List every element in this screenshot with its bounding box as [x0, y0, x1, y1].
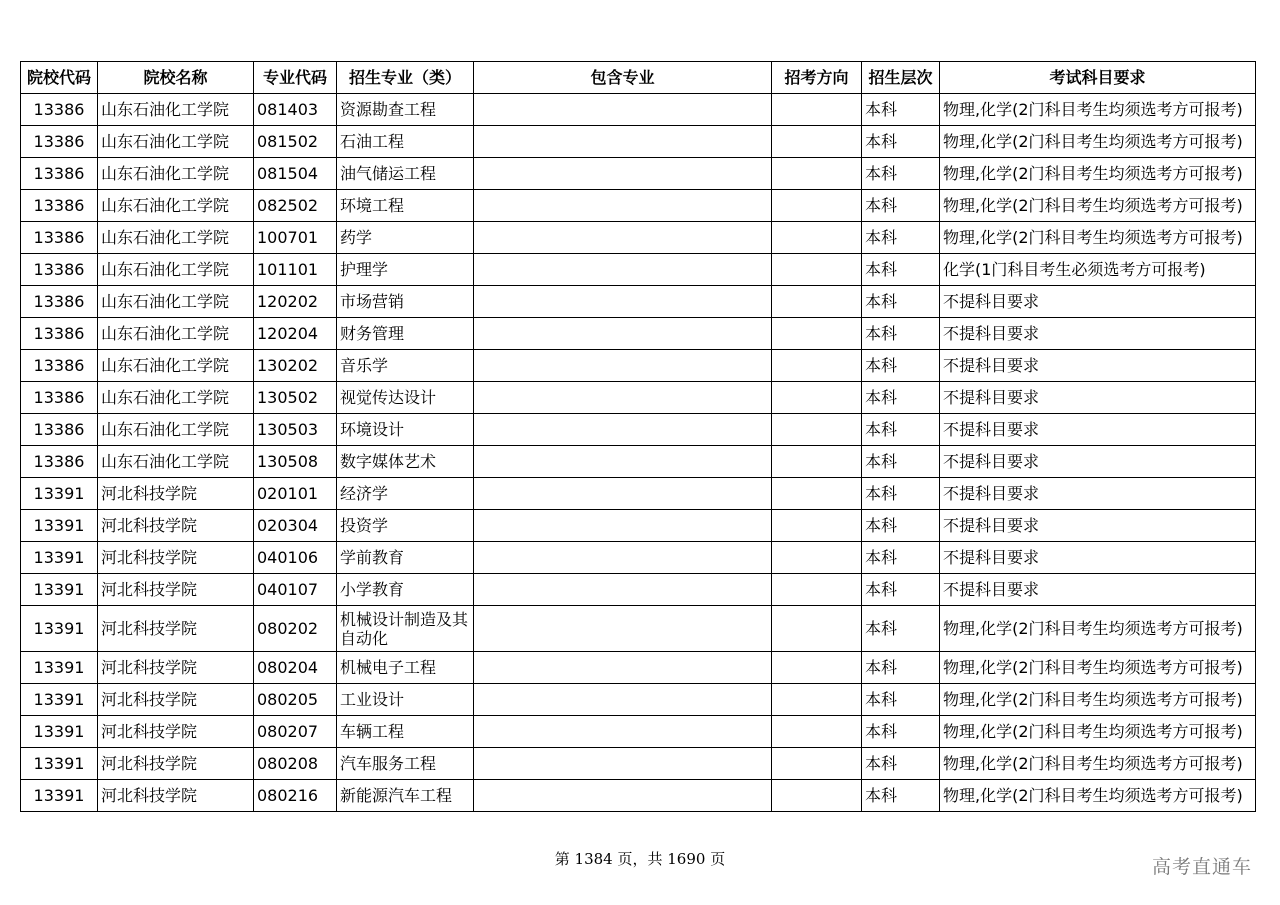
cell-school-name: 山东石油化工学院	[98, 318, 254, 350]
cell-direction	[772, 94, 862, 126]
cell-school-code: 13391	[21, 606, 98, 652]
cell-subject-requirement: 不提科目要求	[940, 350, 1256, 382]
cell-school-name: 河北科技学院	[98, 542, 254, 574]
cell-direction	[772, 222, 862, 254]
cell-major: 市场营销	[337, 286, 474, 318]
cell-direction	[772, 318, 862, 350]
cell-direction	[772, 190, 862, 222]
cell-major-code: 100701	[254, 222, 337, 254]
cell-school-name: 河北科技学院	[98, 574, 254, 606]
header-major-code: 专业代码	[254, 62, 337, 94]
header-direction: 招考方向	[772, 62, 862, 94]
cell-school-name: 河北科技学院	[98, 780, 254, 812]
cell-major: 资源勘查工程	[337, 94, 474, 126]
cell-school-code: 13386	[21, 286, 98, 318]
cell-level: 本科	[862, 716, 940, 748]
cell-major: 机械设计制造及其自动化	[337, 606, 474, 652]
table-row	[21, 286, 1256, 318]
cell-school-name: 河北科技学院	[98, 748, 254, 780]
cell-level: 本科	[862, 350, 940, 382]
cell-school-name: 河北科技学院	[98, 652, 254, 684]
table-row	[21, 222, 1256, 254]
table-row	[21, 652, 1256, 684]
cell-included-majors	[474, 574, 772, 606]
cell-direction	[772, 716, 862, 748]
cell-major: 环境设计	[337, 414, 474, 446]
cell-direction	[772, 158, 862, 190]
cell-school-code: 13386	[21, 254, 98, 286]
cell-direction	[772, 446, 862, 478]
cell-level: 本科	[862, 222, 940, 254]
cell-subject-requirement: 物理,化学(2门科目考生均须选考方可报考)	[940, 716, 1256, 748]
table-row	[21, 446, 1256, 478]
cell-included-majors	[474, 510, 772, 542]
cell-level: 本科	[862, 414, 940, 446]
cell-major: 药学	[337, 222, 474, 254]
cell-school-code: 13386	[21, 350, 98, 382]
cell-subject-requirement: 不提科目要求	[940, 510, 1256, 542]
cell-subject-requirement: 不提科目要求	[940, 446, 1256, 478]
cell-school-code: 13391	[21, 652, 98, 684]
cell-major: 汽车服务工程	[337, 748, 474, 780]
table-row	[21, 748, 1256, 780]
cell-level: 本科	[862, 94, 940, 126]
cell-major: 工业设计	[337, 684, 474, 716]
cell-included-majors	[474, 190, 772, 222]
cell-school-name: 山东石油化工学院	[98, 286, 254, 318]
cell-school-name: 河北科技学院	[98, 716, 254, 748]
cell-major-code: 082502	[254, 190, 337, 222]
table-row	[21, 478, 1256, 510]
cell-direction	[772, 574, 862, 606]
cell-major: 视觉传达设计	[337, 382, 474, 414]
cell-level: 本科	[862, 254, 940, 286]
cell-school-code: 13391	[21, 716, 98, 748]
cell-school-code: 13386	[21, 126, 98, 158]
cell-school-code: 13391	[21, 748, 98, 780]
cell-level: 本科	[862, 318, 940, 350]
cell-subject-requirement: 不提科目要求	[940, 318, 1256, 350]
cell-level: 本科	[862, 158, 940, 190]
cell-included-majors	[474, 350, 772, 382]
cell-major: 经济学	[337, 478, 474, 510]
cell-direction	[772, 254, 862, 286]
cell-level: 本科	[862, 652, 940, 684]
cell-direction	[772, 780, 862, 812]
cell-level: 本科	[862, 574, 940, 606]
cell-subject-requirement: 物理,化学(2门科目考生均须选考方可报考)	[940, 748, 1256, 780]
cell-school-code: 13386	[21, 158, 98, 190]
cell-direction	[772, 350, 862, 382]
cell-school-code: 13386	[21, 414, 98, 446]
header-included-majors: 包含专业	[474, 62, 772, 94]
cell-level: 本科	[862, 478, 940, 510]
cell-school-name: 山东石油化工学院	[98, 158, 254, 190]
cell-level: 本科	[862, 748, 940, 780]
cell-school-name: 山东石油化工学院	[98, 94, 254, 126]
cell-major: 音乐学	[337, 350, 474, 382]
table-row	[21, 780, 1256, 812]
cell-major-code: 130202	[254, 350, 337, 382]
cell-school-name: 山东石油化工学院	[98, 446, 254, 478]
cell-level: 本科	[862, 190, 940, 222]
cell-school-name: 山东石油化工学院	[98, 254, 254, 286]
cell-subject-requirement: 不提科目要求	[940, 542, 1256, 574]
cell-level: 本科	[862, 684, 940, 716]
cell-subject-requirement: 物理,化学(2门科目考生均须选考方可报考)	[940, 684, 1256, 716]
cell-direction	[772, 286, 862, 318]
cell-subject-requirement: 不提科目要求	[940, 574, 1256, 606]
cell-level: 本科	[862, 606, 940, 652]
cell-included-majors	[474, 652, 772, 684]
header-level: 招生层次	[862, 62, 940, 94]
cell-major: 学前教育	[337, 542, 474, 574]
cell-subject-requirement: 不提科目要求	[940, 382, 1256, 414]
table-row	[21, 254, 1256, 286]
cell-major: 车辆工程	[337, 716, 474, 748]
table-header-row	[21, 62, 1256, 94]
cell-major-code: 080205	[254, 684, 337, 716]
cell-included-majors	[474, 318, 772, 350]
cell-major-code: 080208	[254, 748, 337, 780]
table-row	[21, 606, 1256, 652]
cell-school-code: 13391	[21, 510, 98, 542]
table-row	[21, 510, 1256, 542]
cell-major-code: 130508	[254, 446, 337, 478]
cell-direction	[772, 684, 862, 716]
cell-subject-requirement: 物理,化学(2门科目考生均须选考方可报考)	[940, 652, 1256, 684]
cell-major: 护理学	[337, 254, 474, 286]
header-school-name: 院校名称	[98, 62, 254, 94]
cell-school-name: 河北科技学院	[98, 606, 254, 652]
cell-included-majors	[474, 780, 772, 812]
table-row	[21, 190, 1256, 222]
cell-school-name: 山东石油化工学院	[98, 382, 254, 414]
cell-school-name: 河北科技学院	[98, 684, 254, 716]
cell-subject-requirement: 物理,化学(2门科目考生均须选考方可报考)	[940, 94, 1256, 126]
header-major: 招生专业（类）	[337, 62, 474, 94]
cell-subject-requirement: 物理,化学(2门科目考生均须选考方可报考)	[940, 606, 1256, 652]
cell-level: 本科	[862, 286, 940, 318]
cell-major-code: 020101	[254, 478, 337, 510]
cell-major-code: 120204	[254, 318, 337, 350]
cell-subject-requirement: 不提科目要求	[940, 286, 1256, 318]
table-row	[21, 542, 1256, 574]
page-number: 第 1384 页，共 1690 页	[554, 850, 726, 868]
cell-school-code: 13386	[21, 94, 98, 126]
cell-direction	[772, 478, 862, 510]
cell-major-code: 080204	[254, 652, 337, 684]
cell-major: 环境工程	[337, 190, 474, 222]
cell-major: 投资学	[337, 510, 474, 542]
admissions-table	[20, 61, 1256, 812]
cell-major: 机械电子工程	[337, 652, 474, 684]
cell-school-code: 13391	[21, 780, 98, 812]
cell-major: 小学教育	[337, 574, 474, 606]
cell-major: 数字媒体艺术	[337, 446, 474, 478]
cell-school-code: 13386	[21, 382, 98, 414]
cell-major-code: 130503	[254, 414, 337, 446]
cell-included-majors	[474, 286, 772, 318]
cell-school-code: 13391	[21, 574, 98, 606]
cell-subject-requirement: 物理,化学(2门科目考生均须选考方可报考)	[940, 126, 1256, 158]
cell-school-code: 13391	[21, 684, 98, 716]
table-row	[21, 318, 1256, 350]
table-row	[21, 716, 1256, 748]
cell-included-majors	[474, 478, 772, 510]
cell-major-code: 081504	[254, 158, 337, 190]
cell-major-code: 130502	[254, 382, 337, 414]
cell-school-code: 13386	[21, 318, 98, 350]
cell-included-majors	[474, 748, 772, 780]
table-body	[21, 94, 1256, 812]
cell-school-name: 山东石油化工学院	[98, 222, 254, 254]
cell-included-majors	[474, 606, 772, 652]
cell-school-name: 山东石油化工学院	[98, 350, 254, 382]
table-row	[21, 158, 1256, 190]
cell-included-majors	[474, 94, 772, 126]
cell-included-majors	[474, 254, 772, 286]
cell-level: 本科	[862, 510, 940, 542]
cell-major: 油气储运工程	[337, 158, 474, 190]
cell-included-majors	[474, 414, 772, 446]
cell-direction	[772, 748, 862, 780]
cell-major-code: 080216	[254, 780, 337, 812]
cell-school-code: 13391	[21, 478, 98, 510]
cell-level: 本科	[862, 446, 940, 478]
cell-included-majors	[474, 126, 772, 158]
cell-direction	[772, 510, 862, 542]
cell-subject-requirement: 物理,化学(2门科目考生均须选考方可报考)	[940, 222, 1256, 254]
cell-school-code: 13386	[21, 446, 98, 478]
cell-school-name: 河北科技学院	[98, 478, 254, 510]
cell-included-majors	[474, 382, 772, 414]
cell-subject-requirement: 物理,化学(2门科目考生均须选考方可报考)	[940, 190, 1256, 222]
table-row	[21, 94, 1256, 126]
cell-direction	[772, 126, 862, 158]
cell-school-code: 13386	[21, 222, 98, 254]
cell-direction	[772, 542, 862, 574]
cell-major-code: 020304	[254, 510, 337, 542]
table-row	[21, 684, 1256, 716]
cell-subject-requirement: 物理,化学(2门科目考生均须选考方可报考)	[940, 780, 1256, 812]
cell-school-name: 山东石油化工学院	[98, 190, 254, 222]
cell-school-name: 山东石油化工学院	[98, 414, 254, 446]
cell-major-code: 120202	[254, 286, 337, 318]
cell-major-code: 081502	[254, 126, 337, 158]
watermark: 高考直通车	[1151, 856, 1252, 878]
header-subject-requirement: 考试科目要求	[940, 62, 1256, 94]
cell-included-majors	[474, 446, 772, 478]
cell-school-code: 13391	[21, 542, 98, 574]
cell-direction	[772, 652, 862, 684]
cell-level: 本科	[862, 542, 940, 574]
table-row	[21, 414, 1256, 446]
cell-major-code: 081403	[254, 94, 337, 126]
cell-level: 本科	[862, 126, 940, 158]
cell-subject-requirement: 物理,化学(2门科目考生均须选考方可报考)	[940, 158, 1256, 190]
table-row	[21, 126, 1256, 158]
cell-school-name: 河北科技学院	[98, 510, 254, 542]
cell-subject-requirement: 化学(1门科目考生必须选考方可报考)	[940, 254, 1256, 286]
cell-included-majors	[474, 158, 772, 190]
cell-direction	[772, 382, 862, 414]
cell-major-code: 101101	[254, 254, 337, 286]
cell-school-name: 山东石油化工学院	[98, 126, 254, 158]
cell-level: 本科	[862, 382, 940, 414]
cell-included-majors	[474, 542, 772, 574]
cell-included-majors	[474, 716, 772, 748]
cell-subject-requirement: 不提科目要求	[940, 414, 1256, 446]
cell-subject-requirement: 不提科目要求	[940, 478, 1256, 510]
table-row	[21, 350, 1256, 382]
table-row	[21, 574, 1256, 606]
cell-major-code: 080207	[254, 716, 337, 748]
cell-major: 石油工程	[337, 126, 474, 158]
cell-major-code: 080202	[254, 606, 337, 652]
cell-major: 新能源汽车工程	[337, 780, 474, 812]
cell-direction	[772, 414, 862, 446]
cell-major-code: 040107	[254, 574, 337, 606]
cell-included-majors	[474, 684, 772, 716]
cell-included-majors	[474, 222, 772, 254]
cell-level: 本科	[862, 780, 940, 812]
cell-school-code: 13386	[21, 190, 98, 222]
cell-major-code: 040106	[254, 542, 337, 574]
cell-direction	[772, 606, 862, 652]
header-school-code: 院校代码	[21, 62, 98, 94]
cell-major: 财务管理	[337, 318, 474, 350]
table-row	[21, 382, 1256, 414]
